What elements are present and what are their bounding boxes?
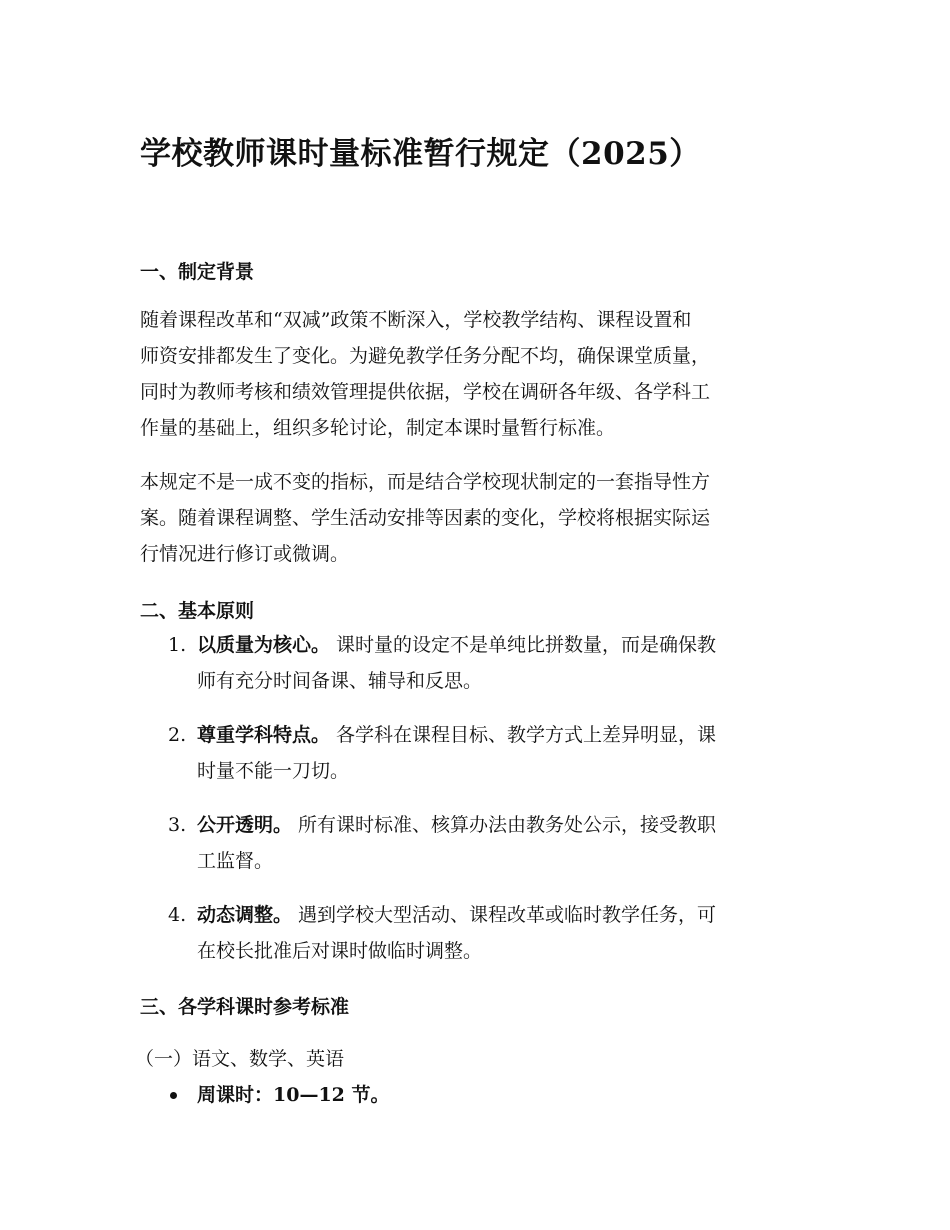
list-item-line: 在校长批准后对课时做临时调整。: [197, 940, 483, 962]
principles-list: [140, 627, 800, 969]
list-number: 4.: [168, 904, 187, 926]
list-item-text: 课时量的设定不是单纯比拼数量，而是确保教: [330, 634, 717, 656]
paragraph-line: 本规定不是一成不变的指标，而是结合学校现状制定的一套指导性方: [140, 471, 711, 493]
section-heading-standards: 三、各学科课时参考标准: [140, 996, 350, 1018]
list-item: [140, 627, 800, 699]
subsection-heading: （一）语文、数学、英语: [135, 1048, 345, 1070]
standards-bullet-list: [140, 1077, 390, 1113]
list-item-line: [197, 807, 800, 843]
list-item-bold-lead: 尊重学科特点。: [197, 724, 331, 746]
background-paragraph-2: [140, 464, 795, 572]
paragraph-line: 随着课程改革和“双减”政策不断深入，学校教学结构、课程设置和: [140, 309, 692, 331]
list-item-line: 工监督。: [197, 850, 274, 872]
document-title: 学校教师课时量标准暂行规定（2025）: [140, 136, 701, 172]
list-item-line: 师有充分时间备课、辅导和反思。: [197, 670, 483, 692]
background-paragraph-1: [140, 302, 795, 446]
list-number: 3.: [168, 814, 187, 836]
list-item-line: 时量不能一刀切。: [197, 760, 350, 782]
list-item-bold-lead: 动态调整。: [197, 904, 293, 926]
list-item: [140, 807, 800, 879]
list-item-bold-lead: 以质量为核心。: [197, 634, 331, 656]
list-item: [140, 717, 800, 789]
list-item-line: [197, 717, 800, 753]
paragraph-line: 师资安排都发生了变化。为避免教学任务分配不均，确保课堂质量，: [140, 345, 711, 367]
list-number: 1.: [168, 634, 187, 656]
paragraph-line: 作量的基础上，组织多轮讨论，制定本课时量暂行标准。: [140, 417, 616, 439]
list-item-text: 遇到学校大型活动、课程改革或临时教学任务，可: [292, 904, 717, 926]
bullet-item: [140, 1077, 390, 1113]
paragraph-line: 同时为教师考核和绩效管理提供依据，学校在调研各年级、各学科工: [140, 381, 711, 403]
section-heading-background: 一、制定背景: [140, 261, 255, 283]
list-item-text: 各学科在课程目标、教学方式上差异明显，课: [330, 724, 717, 746]
paragraph-line: 案。随着课程调整、学生活动安排等因素的变化，学校将根据实际运: [140, 507, 711, 529]
list-item: [140, 897, 800, 969]
list-item-line: [197, 627, 800, 663]
list-item-text: 所有课时标准、核算办法由教务处公示，接受教职: [292, 814, 717, 836]
list-item-bold-lead: 公开透明。: [197, 814, 293, 836]
list-item-line: [197, 897, 800, 933]
bullet-dot-icon: [170, 1092, 177, 1099]
list-number: 2.: [168, 724, 187, 746]
bullet-text: 周课时：10—12 节。: [197, 1084, 390, 1106]
paragraph-line: 行情况进行修订或微调。: [140, 543, 350, 565]
section-heading-principles: 二、基本原则: [140, 600, 255, 622]
